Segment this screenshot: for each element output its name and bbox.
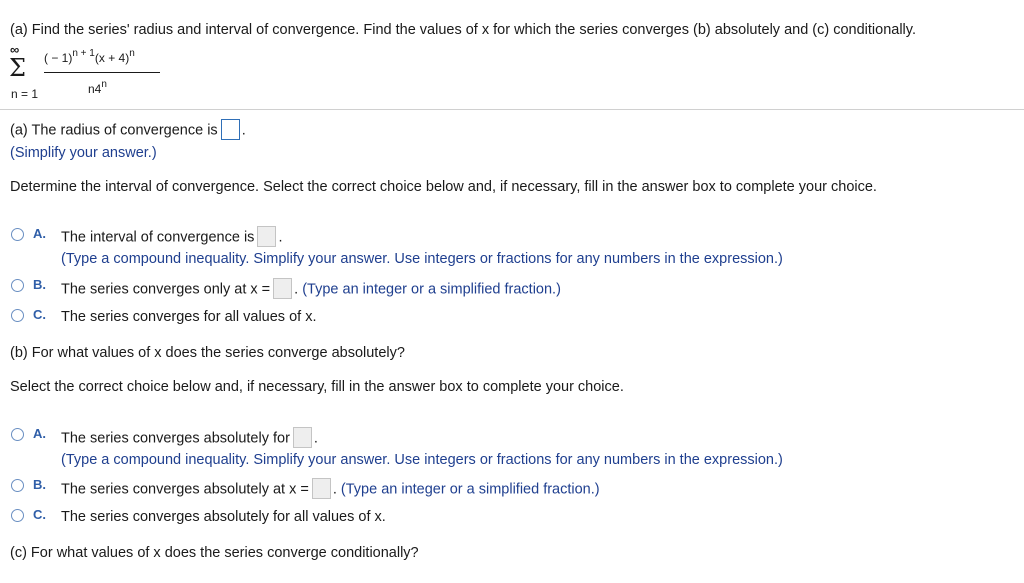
fraction-bar <box>44 72 160 73</box>
numerator-exponent-2: n <box>129 48 135 59</box>
choice-letter: A. <box>33 426 46 441</box>
denominator-base: n4 <box>88 82 102 96</box>
radio-button[interactable] <box>11 228 24 241</box>
part-c-question: (c) For what values of x does the series converge conditionally? <box>10 545 419 561</box>
radius-period: . <box>241 122 246 139</box>
choice-text-line <box>61 227 282 248</box>
choice-text: The series converges only at x = <box>61 281 271 298</box>
choice-text-line <box>61 479 600 500</box>
part-a-radius-label: (a) The radius of convergence is <box>10 122 218 139</box>
choice-period: . <box>278 229 283 246</box>
choice-hint: (Type a compound inequality. Simplify your answer. Use integers or fractions for any numbers in the expression.) <box>61 452 783 468</box>
choice-hint: (Type an integer or a simplified fraction.) <box>340 481 600 498</box>
sum-lower-limit: n = 1 <box>11 87 39 101</box>
choice-hint: (Type an integer or a simplified fraction.) <box>302 281 561 298</box>
choice-letter: C. <box>33 507 46 522</box>
part-a-radius-line <box>10 120 246 141</box>
choice-letter: B. <box>33 277 46 292</box>
choice-period: . <box>332 481 337 498</box>
choice-period: . <box>313 430 318 447</box>
choice-letter: B. <box>33 477 46 492</box>
radio-button[interactable] <box>11 479 24 492</box>
radius-answer-box[interactable] <box>221 119 240 140</box>
question-prompt: (a) Find the series' radius and interval of convergence. Find the values of x for which the series converges (b) absolutely and (c) conditionally. <box>10 22 916 38</box>
part-b-instruction: Select the correct choice below and, if necessary, fill in the answer box to complete your choice. <box>10 379 624 395</box>
choice-text: The series converges for all values of x. <box>61 309 317 325</box>
choice-period: . <box>294 281 299 298</box>
choice-letter: A. <box>33 226 46 241</box>
section-divider <box>0 109 1024 110</box>
numerator-x-term: (x + 4) <box>94 51 130 65</box>
choice-text: The series converges absolutely for all values of x. <box>61 509 386 525</box>
denominator-exponent: n <box>101 79 107 90</box>
sigma-symbol: Σ <box>9 54 26 82</box>
absolute-interval-answer-box[interactable] <box>293 427 312 448</box>
choice-text: The interval of convergence is <box>61 229 255 246</box>
series-numerator <box>44 48 135 67</box>
choice-text: The series converges absolutely for <box>61 430 290 447</box>
part-a-hint: (Simplify your answer.) <box>10 145 157 161</box>
radio-button[interactable] <box>11 279 24 292</box>
choice-text-line <box>61 279 561 300</box>
part-a-instruction: Determine the interval of convergence. Select the correct choice below and, if necessary, fill in the answer box to complete your choice. <box>10 179 877 195</box>
choice-text-line <box>61 428 318 449</box>
sum-upper-limit: ∞ <box>10 42 20 57</box>
radio-button[interactable] <box>11 509 24 522</box>
numerator-exponent-1: n + 1 <box>72 48 95 59</box>
numerator-sign-term: ( − 1) <box>44 51 73 65</box>
radio-button[interactable] <box>11 309 24 322</box>
absolute-x-value-answer-box[interactable] <box>312 478 331 499</box>
series-denominator <box>88 79 107 98</box>
choice-hint: (Type a compound inequality. Simplify your answer. Use integers or fractions for any numbers in the expression.) <box>61 251 783 267</box>
choice-letter: C. <box>33 307 46 322</box>
interval-answer-box[interactable] <box>257 226 276 247</box>
choice-text: The series converges absolutely at x = <box>61 481 309 498</box>
x-value-answer-box[interactable] <box>273 278 292 299</box>
radio-button[interactable] <box>11 428 24 441</box>
part-b-question: (b) For what values of x does the series converge absolutely? <box>10 345 405 361</box>
